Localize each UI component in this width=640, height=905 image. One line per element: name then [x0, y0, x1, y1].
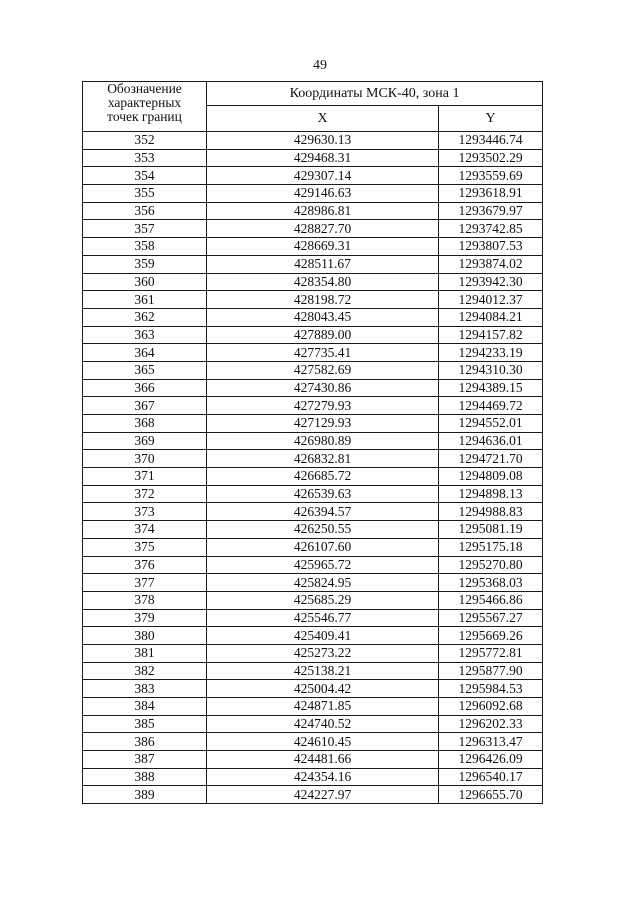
- table-row: [83, 344, 543, 362]
- table-row: [83, 185, 543, 203]
- table-row: [83, 591, 543, 609]
- y-coordinate-cell: 1293618.91: [439, 185, 543, 203]
- table-row: [83, 751, 543, 769]
- x-coordinate-cell: 429146.63: [207, 185, 439, 203]
- y-coordinate-cell: 1294469.72: [439, 397, 543, 415]
- y-coordinate-cell: 1294721.70: [439, 450, 543, 468]
- y-coordinate-cell: 1294809.08: [439, 468, 543, 486]
- table-row: [83, 786, 543, 804]
- table-row: [83, 450, 543, 468]
- table-row: [83, 149, 543, 167]
- y-column-header: Y: [439, 106, 543, 132]
- x-column-header: X: [207, 106, 439, 132]
- x-coordinate-cell: 428354.80: [207, 273, 439, 291]
- y-coordinate-cell: 1294988.83: [439, 503, 543, 521]
- table-row: [83, 273, 543, 291]
- y-coordinate-cell: 1295081.19: [439, 521, 543, 539]
- x-coordinate-cell: 429630.13: [207, 132, 439, 150]
- table-row: [83, 167, 543, 185]
- y-coordinate-cell: 1295669.26: [439, 627, 543, 645]
- y-coordinate-cell: 1295466.86: [439, 591, 543, 609]
- point-cell: 353: [83, 149, 207, 167]
- point-cell: 363: [83, 326, 207, 344]
- table-row: [83, 397, 543, 415]
- x-coordinate-cell: 424871.85: [207, 698, 439, 716]
- point-header-line: характерных: [107, 95, 182, 110]
- x-coordinate-cell: 429307.14: [207, 167, 439, 185]
- point-cell: 365: [83, 361, 207, 379]
- y-coordinate-cell: 1294012.37: [439, 291, 543, 309]
- y-coordinate-cell: 1294389.15: [439, 379, 543, 397]
- y-coordinate-cell: 1296202.33: [439, 715, 543, 733]
- y-coordinate-cell: 1296426.09: [439, 751, 543, 769]
- point-cell: 364: [83, 344, 207, 362]
- y-coordinate-cell: 1295368.03: [439, 574, 543, 592]
- point-cell: 383: [83, 680, 207, 698]
- y-coordinate-cell: 1293502.29: [439, 149, 543, 167]
- table-row: [83, 415, 543, 433]
- point-cell: 352: [83, 132, 207, 150]
- point-cell: 357: [83, 220, 207, 238]
- x-coordinate-cell: 424354.16: [207, 768, 439, 786]
- point-cell: 374: [83, 521, 207, 539]
- table-row: [83, 680, 543, 698]
- point-cell: 384: [83, 698, 207, 716]
- point-cell: 360: [83, 273, 207, 291]
- y-coordinate-cell: 1294233.19: [439, 344, 543, 362]
- table-row: [83, 238, 543, 256]
- table-row: [83, 255, 543, 273]
- y-coordinate-cell: 1295984.53: [439, 680, 543, 698]
- point-cell: 361: [83, 291, 207, 309]
- x-coordinate-cell: 424740.52: [207, 715, 439, 733]
- table-row: [83, 662, 543, 680]
- y-coordinate-cell: 1294157.82: [439, 326, 543, 344]
- x-coordinate-cell: 424227.97: [207, 786, 439, 804]
- table-row: [83, 627, 543, 645]
- point-cell: 356: [83, 202, 207, 220]
- y-coordinate-cell: 1296313.47: [439, 733, 543, 751]
- table-row: [83, 308, 543, 326]
- y-coordinate-cell: 1293874.02: [439, 255, 543, 273]
- table-row: [83, 521, 543, 539]
- page-number: 49: [313, 58, 327, 73]
- x-coordinate-cell: 426250.55: [207, 521, 439, 539]
- x-coordinate-cell: 425273.22: [207, 644, 439, 662]
- x-coordinate-cell: 426832.81: [207, 450, 439, 468]
- x-coordinate-cell: 428669.31: [207, 238, 439, 256]
- y-coordinate-cell: 1295877.90: [439, 662, 543, 680]
- table-header: [83, 82, 543, 132]
- point-cell: 368: [83, 415, 207, 433]
- point-cell: 366: [83, 379, 207, 397]
- x-coordinate-cell: 426107.60: [207, 538, 439, 556]
- table-row: [83, 609, 543, 627]
- x-coordinate-cell: 426685.72: [207, 468, 439, 486]
- table-row: [83, 468, 543, 486]
- point-cell: 386: [83, 733, 207, 751]
- point-cell: 381: [83, 644, 207, 662]
- point-cell: 362: [83, 308, 207, 326]
- x-coordinate-cell: 424610.45: [207, 733, 439, 751]
- point-cell: 377: [83, 574, 207, 592]
- y-coordinate-cell: 1294552.01: [439, 415, 543, 433]
- point-cell: 373: [83, 503, 207, 521]
- coordinates-table: [82, 81, 543, 804]
- table-row: [83, 733, 543, 751]
- point-cell: 358: [83, 238, 207, 256]
- table-row: [83, 132, 543, 150]
- table-row: [83, 715, 543, 733]
- y-coordinate-cell: 1296092.68: [439, 698, 543, 716]
- point-cell: 380: [83, 627, 207, 645]
- point-column-header: [83, 82, 207, 132]
- point-cell: 387: [83, 751, 207, 769]
- point-cell: 378: [83, 591, 207, 609]
- y-coordinate-cell: 1296540.17: [439, 768, 543, 786]
- x-coordinate-cell: 426980.89: [207, 432, 439, 450]
- x-coordinate-cell: 426394.57: [207, 503, 439, 521]
- y-coordinate-cell: 1293807.53: [439, 238, 543, 256]
- x-coordinate-cell: 427279.93: [207, 397, 439, 415]
- table-row: [83, 202, 543, 220]
- point-cell: 370: [83, 450, 207, 468]
- table-row: [83, 326, 543, 344]
- x-coordinate-cell: 428198.72: [207, 291, 439, 309]
- coord-system-header: Координаты МСК-40, зона 1: [207, 82, 543, 106]
- point-cell: 389: [83, 786, 207, 804]
- table-row: [83, 220, 543, 238]
- x-coordinate-cell: 427889.00: [207, 326, 439, 344]
- table-row: [83, 291, 543, 309]
- x-coordinate-cell: 427735.41: [207, 344, 439, 362]
- table-row: [83, 503, 543, 521]
- y-coordinate-cell: 1295772.81: [439, 644, 543, 662]
- table-row: [83, 574, 543, 592]
- x-coordinate-cell: 425685.29: [207, 591, 439, 609]
- x-coordinate-cell: 426539.63: [207, 485, 439, 503]
- table-row: [83, 768, 543, 786]
- table-row: [83, 485, 543, 503]
- x-coordinate-cell: 425965.72: [207, 556, 439, 574]
- table-row: [83, 556, 543, 574]
- point-cell: 367: [83, 397, 207, 415]
- table-row: [83, 698, 543, 716]
- y-coordinate-cell: 1295175.18: [439, 538, 543, 556]
- y-coordinate-cell: 1293742.85: [439, 220, 543, 238]
- x-coordinate-cell: 427582.69: [207, 361, 439, 379]
- table-row: [83, 538, 543, 556]
- x-coordinate-cell: 429468.31: [207, 149, 439, 167]
- x-coordinate-cell: 425409.41: [207, 627, 439, 645]
- point-cell: 371: [83, 468, 207, 486]
- x-coordinate-cell: 428986.81: [207, 202, 439, 220]
- x-coordinate-cell: 425138.21: [207, 662, 439, 680]
- point-cell: 359: [83, 255, 207, 273]
- y-coordinate-cell: 1293942.30: [439, 273, 543, 291]
- x-coordinate-cell: 425004.42: [207, 680, 439, 698]
- point-header-line: точек границ: [107, 109, 182, 124]
- y-coordinate-cell: 1293559.69: [439, 167, 543, 185]
- y-coordinate-cell: 1295567.27: [439, 609, 543, 627]
- point-cell: 369: [83, 432, 207, 450]
- y-coordinate-cell: 1294898.13: [439, 485, 543, 503]
- x-coordinate-cell: 427430.86: [207, 379, 439, 397]
- point-cell: 354: [83, 167, 207, 185]
- x-coordinate-cell: 428827.70: [207, 220, 439, 238]
- y-coordinate-cell: 1294310.30: [439, 361, 543, 379]
- y-coordinate-cell: 1296655.70: [439, 786, 543, 804]
- table-row: [83, 432, 543, 450]
- x-coordinate-cell: 425824.95: [207, 574, 439, 592]
- point-cell: 382: [83, 662, 207, 680]
- y-coordinate-cell: 1294636.01: [439, 432, 543, 450]
- point-cell: 372: [83, 485, 207, 503]
- y-coordinate-cell: 1293446.74: [439, 132, 543, 150]
- table-row: [83, 361, 543, 379]
- x-coordinate-cell: 428511.67: [207, 255, 439, 273]
- y-coordinate-cell: 1294084.21: [439, 308, 543, 326]
- table-row: [83, 644, 543, 662]
- x-coordinate-cell: 427129.93: [207, 415, 439, 433]
- x-coordinate-cell: 428043.45: [207, 308, 439, 326]
- y-coordinate-cell: 1293679.97: [439, 202, 543, 220]
- point-cell: 379: [83, 609, 207, 627]
- point-cell: 375: [83, 538, 207, 556]
- x-coordinate-cell: 425546.77: [207, 609, 439, 627]
- table-row: [83, 379, 543, 397]
- table-body: [83, 132, 543, 804]
- y-coordinate-cell: 1295270.80: [439, 556, 543, 574]
- point-header-line: Обозначение: [107, 81, 182, 96]
- point-cell: 388: [83, 768, 207, 786]
- point-cell: 385: [83, 715, 207, 733]
- point-cell: 376: [83, 556, 207, 574]
- point-cell: 355: [83, 185, 207, 203]
- x-coordinate-cell: 424481.66: [207, 751, 439, 769]
